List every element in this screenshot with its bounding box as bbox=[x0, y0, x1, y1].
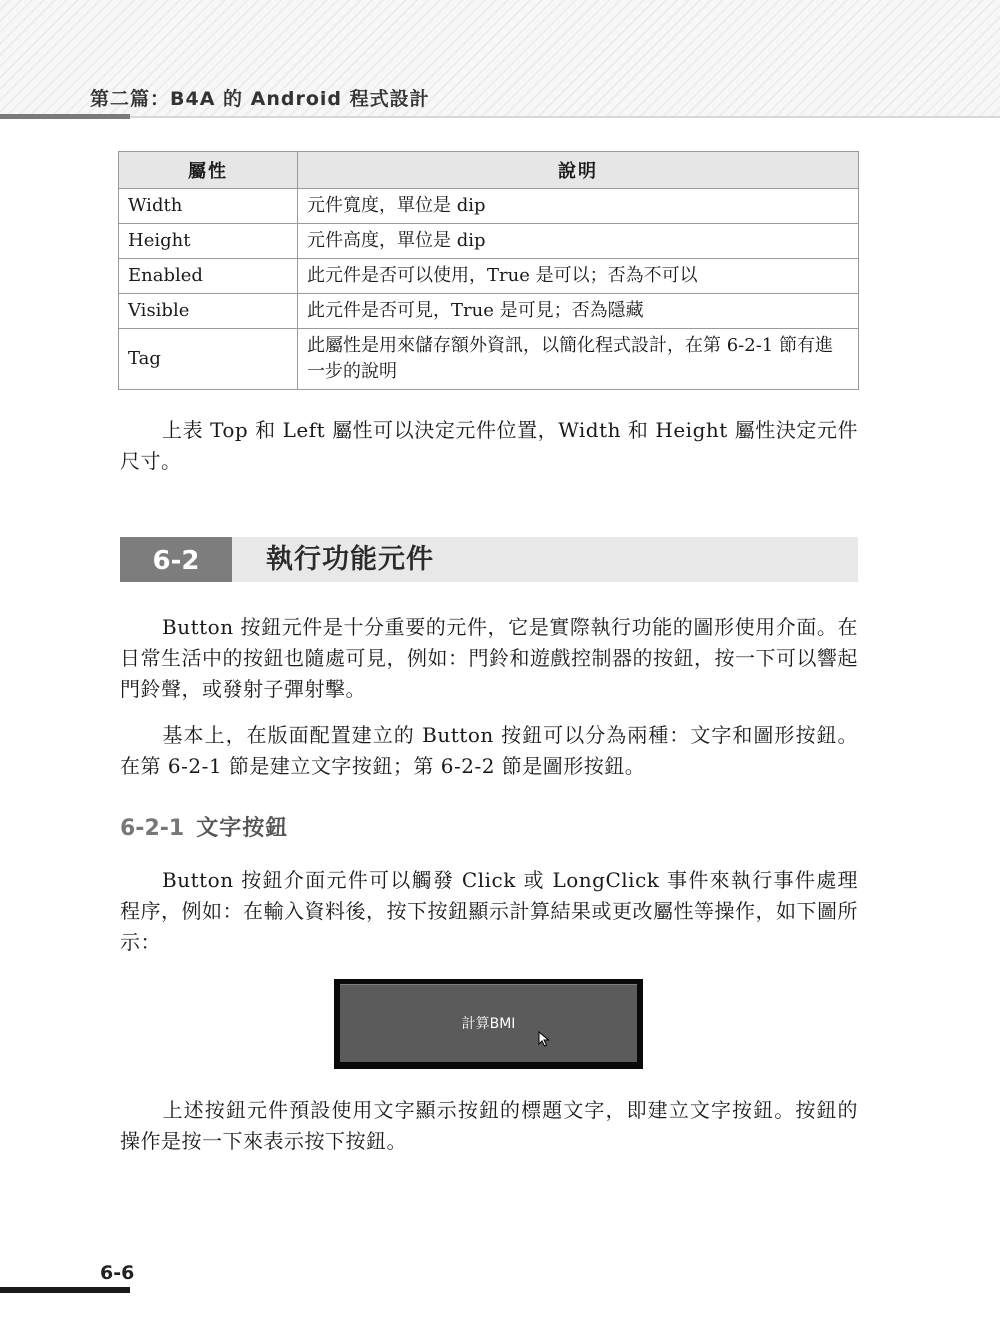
paragraph-5 bbox=[120, 1095, 858, 1157]
table-cell-property: Height bbox=[119, 224, 298, 259]
running-header: 第二篇：B4A 的 Android 程式設計 bbox=[90, 88, 430, 110]
paragraph-3 bbox=[120, 720, 858, 782]
table-cell-description: 元件高度，單位是 dip bbox=[298, 224, 859, 259]
property-table bbox=[118, 151, 859, 390]
table-row bbox=[119, 189, 859, 224]
paragraph-1 bbox=[120, 415, 858, 477]
table-cell-description: 此元件是否可以使用，True 是可以；否為不可以 bbox=[298, 259, 859, 294]
subsection-number: 6-2-1 bbox=[120, 816, 185, 841]
paragraph-3-text: 基本上，在版面配置建立的 Button 按鈕可以分為兩種：文字和圖形按鈕。在第 6-2-1 節是建立文字按鈕；第 6-2-2 節是圖形按鈕。 bbox=[120, 723, 858, 778]
section-number: 6-2 bbox=[120, 537, 232, 582]
subsection-title: 文字按鈕 bbox=[196, 816, 289, 841]
table-header-property: 屬性 bbox=[119, 152, 298, 189]
paragraph-1-text: 上表 Top 和 Left 屬性可以決定元件位置，Width 和 Height 屬性決定元件尺寸。 bbox=[120, 418, 858, 473]
paragraph-4-text: Button 按鈕介面元件可以觸發 Click 或 LongClick 事件來執行事件處理程序，例如：在輸入資料後，按下按鈕顯示計算結果或更改屬性等操作，如下圖所示： bbox=[120, 868, 858, 954]
table-row bbox=[119, 329, 859, 390]
paragraph-2-text: Button 按鈕元件是十分重要的元件，它是實際執行功能的圖形使用介面。在日常生活中的按鈕也隨處可見，例如：門鈴和遊戲控制器的按鈕，按一下可以響起門鈴聲，或發射子彈射擊。 bbox=[120, 615, 858, 701]
table-cell-property: Enabled bbox=[119, 259, 298, 294]
footer-rule bbox=[0, 1287, 130, 1293]
page-number: 6-6 bbox=[100, 1262, 135, 1284]
table-cell-description: 元件寬度，單位是 dip bbox=[298, 189, 859, 224]
paragraph-4 bbox=[120, 865, 858, 958]
table-row bbox=[119, 294, 859, 329]
table-cell-property: Visible bbox=[119, 294, 298, 329]
table-row bbox=[119, 259, 859, 294]
calc-bmi-button-label: 計算BMI bbox=[461, 1016, 516, 1032]
paragraph-5-text: 上述按鈕元件預設使用文字顯示按鈕的標題文字，即建立文字按鈕。按鈕的操作是按一下來表示按下按鈕。 bbox=[120, 1098, 858, 1153]
table-header-description: 說明 bbox=[298, 152, 859, 189]
table-cell-property: Tag bbox=[119, 329, 298, 390]
table-cell-description: 此元件是否可見，True 是可見；否為隱藏 bbox=[298, 294, 859, 329]
subsection-heading bbox=[120, 811, 288, 842]
table-cell-description: 此屬性是用來儲存額外資訊，以簡化程式設計，在第 6-2-1 節有進一步的說明 bbox=[298, 329, 859, 390]
arrow-cursor-icon bbox=[538, 1031, 550, 1047]
paragraph-2 bbox=[120, 612, 858, 705]
header-rule-light bbox=[130, 116, 1000, 118]
table-cell-property: Width bbox=[119, 189, 298, 224]
table-header-row bbox=[119, 152, 859, 189]
section-title: 執行功能元件 bbox=[266, 544, 434, 575]
header-rule bbox=[0, 114, 130, 119]
table-row bbox=[119, 224, 859, 259]
